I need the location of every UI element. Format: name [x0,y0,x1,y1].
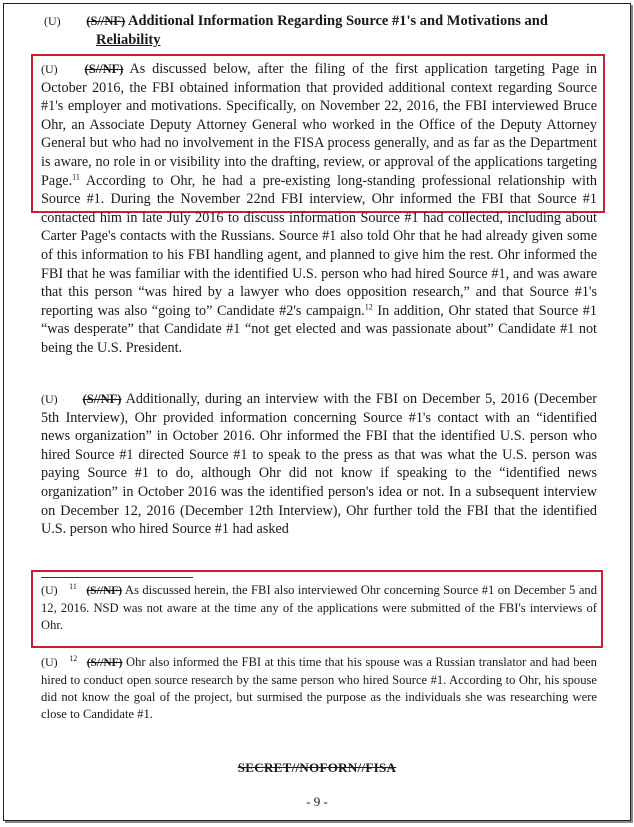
section-heading [44,12,604,50]
para1-marking: (U) [41,62,58,76]
fn11-text: As discussed herein, the FBI also interviewed Ohr concerning Source #1 on December 5 and 12, 2016. NSD was not aware at the time any of the applications were submitted of the FBI's interviews of Ohr. [41,583,597,632]
fn12-text: Ohr also informed the FBI at this time that his spouse was a Russian translator and had been hired to conduct open source research by the same person who hired Source #1. According to Ohr, his spouse did not know the goal of the project, but surmised the purpose as the individuals she was researching were close to Candidate #1. [41,655,597,721]
fn12-marking: (U) [41,655,58,669]
fn12-classification: (S//NF) [86,657,123,669]
document-page [3,3,631,821]
fn11-classification: (S//NF) [86,585,123,597]
heading-classification: (S//NF) [86,14,126,28]
paragraph-source-context [41,60,597,358]
para1-text-a: As discussed below, after the filing of the first application targeting Page in October 2016, the FBI obtained information that provided additional context regarding Source #1's employer and motivations. Specifically, on November 22, 2016, the FBI interviewed Bruce Ohr, an Associate Deputy Attorney General who worked in the Office of the Deputy Attorney General but who had no involvement in the FISA process generally, and as far as the Department is aware, no role in or visibility into the drafting, review, or approval of the applications targeting Page. [41,61,598,189]
fn12-number: 12 [69,653,78,663]
footer-classification: SECRET//NOFORN//FISA [237,760,397,775]
heading-title: Additional Information Regarding Source #1's and Motivations and [128,13,548,29]
page-number: - 9 - [306,794,328,809]
para2-marking: (U) [41,392,58,406]
fn11-marking: (U) [41,583,58,597]
fn11-number: 11 [69,581,77,591]
heading-title-continued: Reliability [96,32,161,48]
footnote-11 [41,582,597,634]
para1-text-b: According to Ohr, he had a pre-existing long-standing professional relationship with Source #1. During the November 22nd FBI interview, Ohr informed the FBI that Source #1 contacted him in late July 2016 to discuss information Source #1 had collected, including about Carter Page's contacts with the Russians. Source #1 also told Ohr that he had already given some of this information to his FBI handling agent, and planned to give him the rest. Ohr informed the FBI that he was familiar with the identified U.S. person who had hired Source #1, and was aware that this person “was hired by a lawyer who does opposition research,” and that Source #1's reporting was also “going to” Candidate #2's campaign. [41,172,597,319]
paragraph-december-interview [41,390,597,539]
heading-marking: (U) [44,14,61,28]
footnote-12 [41,654,597,723]
para2-text: Additionally, during an interview with the FBI on December 5, 2016 (December 5th Interview), Ohr provided information concerning Source #1's contact with an “identified news organization” in October 2016. Ohr informed the FBI that the identified U.S. person who hired Source #1 directed Source #1 to speak to the press as that was what the U.S. person was paying Source #1 to do, although Ohr did not know if speaking to the “identified news organization” in October 2016 was the identified person's idea or not. In a subsequent interview on December 12, 2016 (December 12th Interview), Ohr further told the FBI that the identified U.S. person who hired Source #1 had asked [41,391,598,538]
para1-text-c: In addition, Ohr stated that Source #1 “was desperate” that Candidate #1 “not get elected and was passionate about” Candidate #1 not being the U.S. President. [41,302,597,356]
para1-classification: (S//NF) [84,62,124,76]
para2-classification: (S//NF) [82,392,122,406]
footnote-ref-12: 12 [364,301,373,311]
footnote-ref-11: 11 [72,171,80,181]
